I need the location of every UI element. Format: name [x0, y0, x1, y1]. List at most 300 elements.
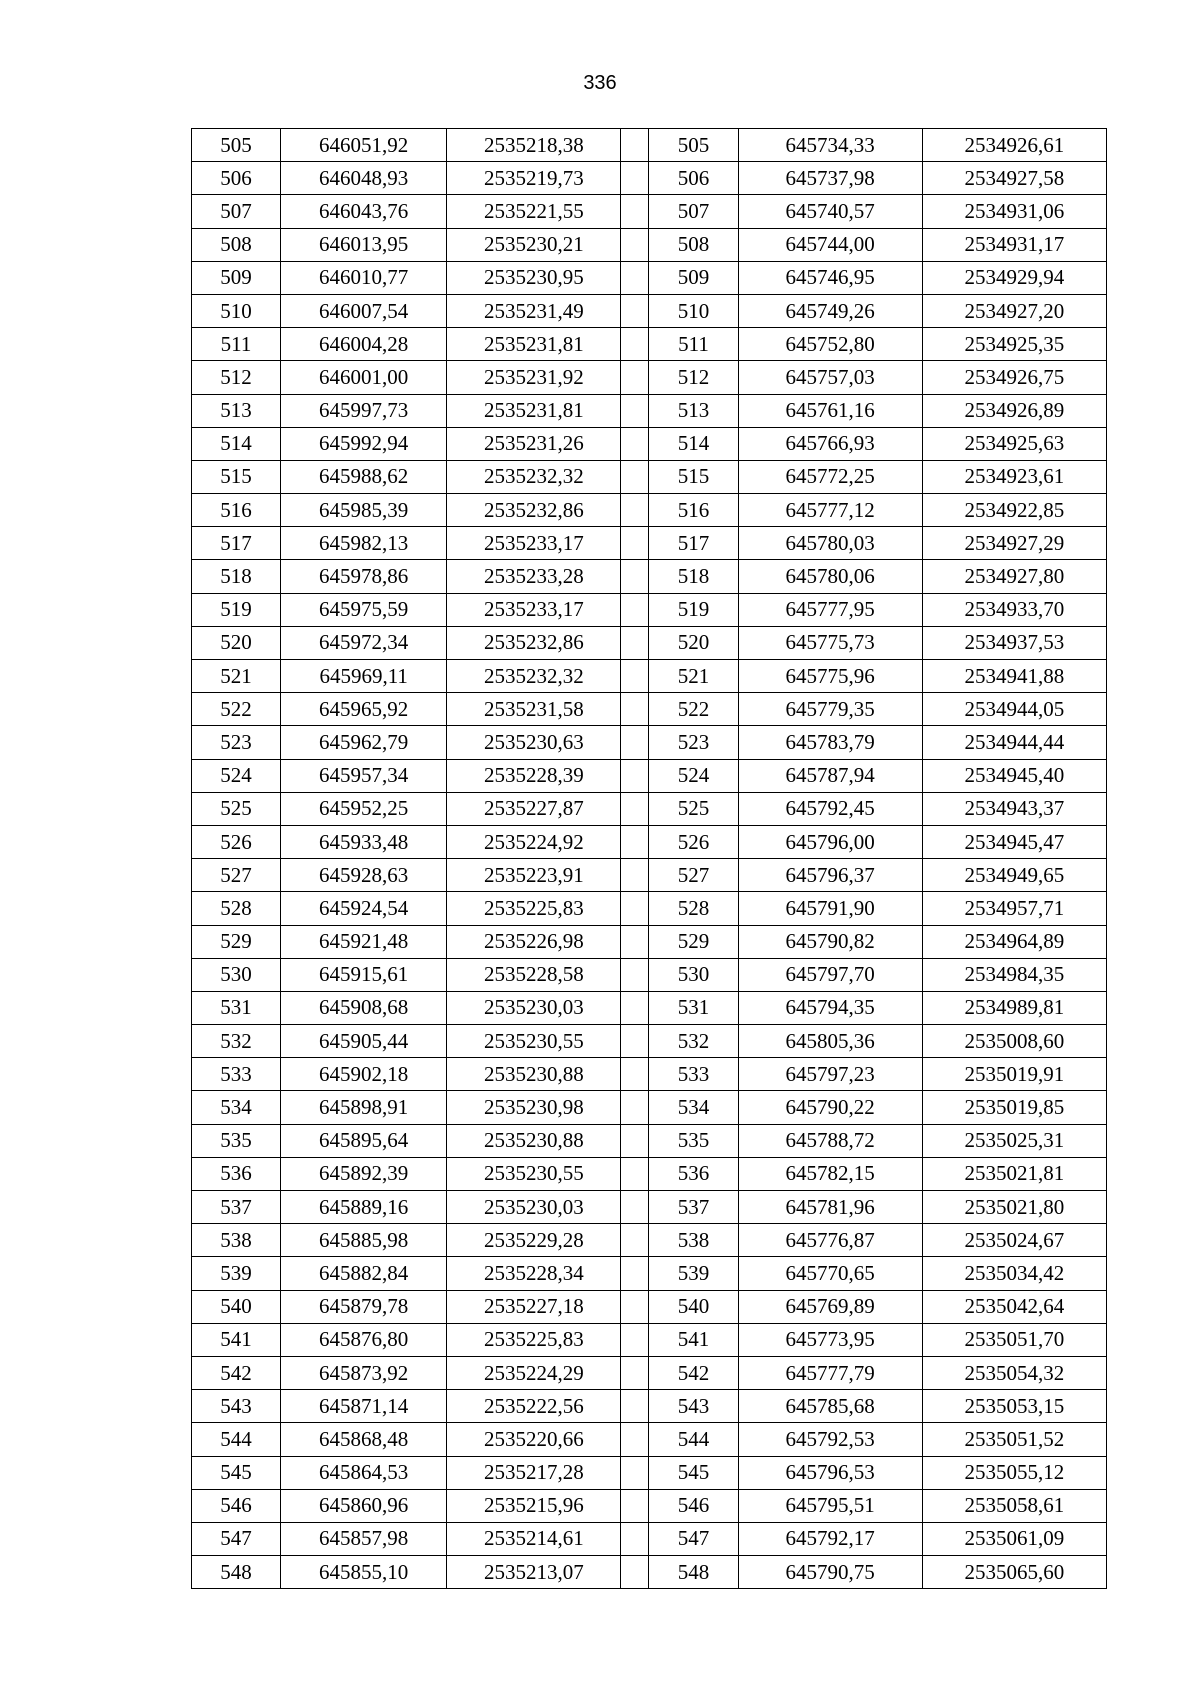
table-row [192, 1191, 1107, 1224]
right-x-coordinate: 645797,70 [738, 958, 922, 991]
left-y-coordinate: 2535230,55 [447, 1157, 621, 1190]
left-x-coordinate: 645857,98 [281, 1522, 447, 1555]
left-point-number: 540 [192, 1290, 281, 1323]
left-x-coordinate: 645908,68 [281, 991, 447, 1024]
table-row [192, 195, 1107, 228]
left-x-coordinate: 645978,86 [281, 560, 447, 593]
right-y-coordinate: 2534927,29 [922, 527, 1106, 560]
left-x-coordinate: 645985,39 [281, 494, 447, 527]
right-x-coordinate: 645769,89 [738, 1290, 922, 1323]
right-point-number: 517 [649, 527, 738, 560]
right-point-number: 527 [649, 859, 738, 892]
right-x-coordinate: 645781,96 [738, 1191, 922, 1224]
right-y-coordinate: 2535055,12 [922, 1456, 1106, 1489]
left-x-coordinate: 645952,25 [281, 792, 447, 825]
table-row [192, 958, 1107, 991]
left-y-coordinate: 2535229,28 [447, 1224, 621, 1257]
table-row [192, 1224, 1107, 1257]
left-y-coordinate: 2535227,18 [447, 1290, 621, 1323]
right-point-number: 535 [649, 1124, 738, 1157]
column-gap [621, 394, 649, 427]
right-point-number: 536 [649, 1157, 738, 1190]
table-row [192, 1489, 1107, 1522]
right-point-number: 513 [649, 394, 738, 427]
right-point-number: 514 [649, 427, 738, 460]
table-row [192, 1522, 1107, 1555]
left-point-number: 509 [192, 261, 281, 294]
right-y-coordinate: 2535019,85 [922, 1091, 1106, 1124]
left-y-coordinate: 2535224,29 [447, 1356, 621, 1389]
table-row [192, 1423, 1107, 1456]
table-row [192, 1556, 1107, 1589]
right-point-number: 548 [649, 1556, 738, 1589]
coordinates-table-body [192, 129, 1107, 1589]
left-y-coordinate: 2535220,66 [447, 1423, 621, 1456]
left-point-number: 533 [192, 1058, 281, 1091]
right-y-coordinate: 2534927,80 [922, 560, 1106, 593]
right-point-number: 538 [649, 1224, 738, 1257]
left-x-coordinate: 645885,98 [281, 1224, 447, 1257]
table-row [192, 726, 1107, 759]
right-x-coordinate: 645777,95 [738, 593, 922, 626]
right-y-coordinate: 2534933,70 [922, 593, 1106, 626]
right-point-number: 511 [649, 328, 738, 361]
right-y-coordinate: 2534922,85 [922, 494, 1106, 527]
column-gap [621, 693, 649, 726]
right-y-coordinate: 2534944,44 [922, 726, 1106, 759]
column-gap [621, 1390, 649, 1423]
left-x-coordinate: 645902,18 [281, 1058, 447, 1091]
right-point-number: 507 [649, 195, 738, 228]
column-gap [621, 361, 649, 394]
column-gap [621, 759, 649, 792]
left-x-coordinate: 646010,77 [281, 261, 447, 294]
table-row [192, 825, 1107, 858]
left-point-number: 517 [192, 527, 281, 560]
left-point-number: 515 [192, 460, 281, 493]
right-point-number: 520 [649, 626, 738, 659]
left-y-coordinate: 2535233,17 [447, 527, 621, 560]
left-x-coordinate: 645962,79 [281, 726, 447, 759]
table-row [192, 660, 1107, 693]
column-gap [621, 1224, 649, 1257]
right-x-coordinate: 645780,03 [738, 527, 922, 560]
left-y-coordinate: 2535230,63 [447, 726, 621, 759]
right-y-coordinate: 2535058,61 [922, 1489, 1106, 1522]
table-row [192, 759, 1107, 792]
right-y-coordinate: 2535025,31 [922, 1124, 1106, 1157]
table-row [192, 162, 1107, 195]
right-point-number: 537 [649, 1191, 738, 1224]
left-y-coordinate: 2535232,32 [447, 460, 621, 493]
right-point-number: 531 [649, 991, 738, 1024]
right-y-coordinate: 2534957,71 [922, 892, 1106, 925]
right-point-number: 547 [649, 1522, 738, 1555]
left-x-coordinate: 645957,34 [281, 759, 447, 792]
right-x-coordinate: 645805,36 [738, 1025, 922, 1058]
right-y-coordinate: 2534944,05 [922, 693, 1106, 726]
column-gap [621, 1157, 649, 1190]
left-x-coordinate: 645972,34 [281, 626, 447, 659]
table-row [192, 892, 1107, 925]
column-gap [621, 294, 649, 327]
left-x-coordinate: 645982,13 [281, 527, 447, 560]
right-point-number: 510 [649, 294, 738, 327]
left-point-number: 532 [192, 1025, 281, 1058]
right-y-coordinate: 2534943,37 [922, 792, 1106, 825]
left-y-coordinate: 2535233,28 [447, 560, 621, 593]
left-point-number: 516 [192, 494, 281, 527]
right-y-coordinate: 2534941,88 [922, 660, 1106, 693]
column-gap [621, 1124, 649, 1157]
left-point-number: 527 [192, 859, 281, 892]
left-x-coordinate: 645855,10 [281, 1556, 447, 1589]
right-x-coordinate: 645787,94 [738, 759, 922, 792]
left-x-coordinate: 645882,84 [281, 1257, 447, 1290]
right-point-number: 529 [649, 925, 738, 958]
left-point-number: 538 [192, 1224, 281, 1257]
table-row [192, 361, 1107, 394]
left-point-number: 531 [192, 991, 281, 1024]
left-point-number: 547 [192, 1522, 281, 1555]
left-x-coordinate: 645988,62 [281, 460, 447, 493]
left-x-coordinate: 646051,92 [281, 129, 447, 162]
right-point-number: 512 [649, 361, 738, 394]
left-point-number: 510 [192, 294, 281, 327]
left-y-coordinate: 2535231,81 [447, 328, 621, 361]
right-y-coordinate: 2535008,60 [922, 1025, 1106, 1058]
left-y-coordinate: 2535224,92 [447, 825, 621, 858]
right-point-number: 522 [649, 693, 738, 726]
right-y-coordinate: 2534927,20 [922, 294, 1106, 327]
column-gap [621, 195, 649, 228]
right-point-number: 518 [649, 560, 738, 593]
left-point-number: 522 [192, 693, 281, 726]
table-row [192, 1390, 1107, 1423]
left-point-number: 524 [192, 759, 281, 792]
left-x-coordinate: 645933,48 [281, 825, 447, 858]
table-row [192, 925, 1107, 958]
column-gap [621, 892, 649, 925]
left-point-number: 518 [192, 560, 281, 593]
right-point-number: 546 [649, 1489, 738, 1522]
right-point-number: 524 [649, 759, 738, 792]
left-y-coordinate: 2535231,26 [447, 427, 621, 460]
table-row [192, 1356, 1107, 1389]
table-row [192, 792, 1107, 825]
left-point-number: 511 [192, 328, 281, 361]
right-y-coordinate: 2535034,42 [922, 1257, 1106, 1290]
right-y-coordinate: 2534925,63 [922, 427, 1106, 460]
left-y-coordinate: 2535231,49 [447, 294, 621, 327]
left-x-coordinate: 646001,00 [281, 361, 447, 394]
table-row [192, 294, 1107, 327]
right-point-number: 540 [649, 1290, 738, 1323]
left-point-number: 506 [192, 162, 281, 195]
table-row [192, 1025, 1107, 1058]
right-point-number: 545 [649, 1456, 738, 1489]
left-y-coordinate: 2535230,88 [447, 1058, 621, 1091]
right-point-number: 526 [649, 825, 738, 858]
left-y-coordinate: 2535228,39 [447, 759, 621, 792]
left-x-coordinate: 645873,92 [281, 1356, 447, 1389]
right-x-coordinate: 645796,00 [738, 825, 922, 858]
right-point-number: 534 [649, 1091, 738, 1124]
right-y-coordinate: 2534945,40 [922, 759, 1106, 792]
left-y-coordinate: 2535230,88 [447, 1124, 621, 1157]
right-x-coordinate: 645785,68 [738, 1390, 922, 1423]
left-y-coordinate: 2535230,98 [447, 1091, 621, 1124]
right-x-coordinate: 645780,06 [738, 560, 922, 593]
column-gap [621, 427, 649, 460]
left-x-coordinate: 645969,11 [281, 660, 447, 693]
left-x-coordinate: 646004,28 [281, 328, 447, 361]
column-gap [621, 1423, 649, 1456]
left-point-number: 539 [192, 1257, 281, 1290]
table-row [192, 1157, 1107, 1190]
left-point-number: 514 [192, 427, 281, 460]
right-point-number: 525 [649, 792, 738, 825]
left-y-coordinate: 2535226,98 [447, 925, 621, 958]
right-x-coordinate: 645770,65 [738, 1257, 922, 1290]
left-y-coordinate: 2535225,83 [447, 1323, 621, 1356]
left-y-coordinate: 2535214,61 [447, 1522, 621, 1555]
left-x-coordinate: 645975,59 [281, 593, 447, 626]
left-x-coordinate: 646048,93 [281, 162, 447, 195]
right-point-number: 530 [649, 958, 738, 991]
left-point-number: 536 [192, 1157, 281, 1190]
table-row [192, 1456, 1107, 1489]
left-point-number: 520 [192, 626, 281, 659]
right-point-number: 523 [649, 726, 738, 759]
right-point-number: 521 [649, 660, 738, 693]
right-y-coordinate: 2534964,89 [922, 925, 1106, 958]
right-y-coordinate: 2534984,35 [922, 958, 1106, 991]
right-y-coordinate: 2535054,32 [922, 1356, 1106, 1389]
right-y-coordinate: 2534945,47 [922, 825, 1106, 858]
right-y-coordinate: 2534931,17 [922, 228, 1106, 261]
left-y-coordinate: 2535222,56 [447, 1390, 621, 1423]
left-point-number: 525 [192, 792, 281, 825]
column-gap [621, 792, 649, 825]
right-x-coordinate: 645790,22 [738, 1091, 922, 1124]
left-x-coordinate: 645992,94 [281, 427, 447, 460]
right-x-coordinate: 645794,35 [738, 991, 922, 1024]
table-row [192, 859, 1107, 892]
left-x-coordinate: 645965,92 [281, 693, 447, 726]
column-gap [621, 925, 649, 958]
column-gap [621, 1290, 649, 1323]
right-y-coordinate: 2535021,80 [922, 1191, 1106, 1224]
right-point-number: 506 [649, 162, 738, 195]
left-y-coordinate: 2535215,96 [447, 1489, 621, 1522]
left-x-coordinate: 645879,78 [281, 1290, 447, 1323]
table-row [192, 394, 1107, 427]
right-x-coordinate: 645777,79 [738, 1356, 922, 1389]
right-y-coordinate: 2535042,64 [922, 1290, 1106, 1323]
right-y-coordinate: 2535053,15 [922, 1390, 1106, 1423]
left-y-coordinate: 2535225,83 [447, 892, 621, 925]
left-point-number: 537 [192, 1191, 281, 1224]
right-point-number: 539 [649, 1257, 738, 1290]
left-y-coordinate: 2535218,38 [447, 129, 621, 162]
right-point-number: 541 [649, 1323, 738, 1356]
right-x-coordinate: 645746,95 [738, 261, 922, 294]
left-x-coordinate: 645864,53 [281, 1456, 447, 1489]
left-x-coordinate: 645921,48 [281, 925, 447, 958]
left-x-coordinate: 646007,54 [281, 294, 447, 327]
table-row [192, 494, 1107, 527]
right-y-coordinate: 2534937,53 [922, 626, 1106, 659]
left-y-coordinate: 2535233,17 [447, 593, 621, 626]
right-point-number: 509 [649, 261, 738, 294]
right-x-coordinate: 645749,26 [738, 294, 922, 327]
column-gap [621, 1456, 649, 1489]
left-point-number: 535 [192, 1124, 281, 1157]
table-row [192, 1091, 1107, 1124]
right-x-coordinate: 645783,79 [738, 726, 922, 759]
left-point-number: 508 [192, 228, 281, 261]
column-gap [621, 991, 649, 1024]
column-gap [621, 859, 649, 892]
column-gap [621, 460, 649, 493]
left-x-coordinate: 645898,91 [281, 1091, 447, 1124]
table-row [192, 1290, 1107, 1323]
table-row [192, 427, 1107, 460]
left-x-coordinate: 645928,63 [281, 859, 447, 892]
left-y-coordinate: 2535213,07 [447, 1556, 621, 1589]
left-y-coordinate: 2535230,21 [447, 228, 621, 261]
left-x-coordinate: 646013,95 [281, 228, 447, 261]
table-row [192, 593, 1107, 626]
left-y-coordinate: 2535230,03 [447, 991, 621, 1024]
left-point-number: 548 [192, 1556, 281, 1589]
right-x-coordinate: 645744,00 [738, 228, 922, 261]
right-x-coordinate: 645797,23 [738, 1058, 922, 1091]
left-point-number: 542 [192, 1356, 281, 1389]
table-row [192, 560, 1107, 593]
left-point-number: 521 [192, 660, 281, 693]
right-x-coordinate: 645737,98 [738, 162, 922, 195]
column-gap [621, 1489, 649, 1522]
right-x-coordinate: 645761,16 [738, 394, 922, 427]
right-x-coordinate: 645795,51 [738, 1489, 922, 1522]
right-x-coordinate: 645792,45 [738, 792, 922, 825]
right-point-number: 533 [649, 1058, 738, 1091]
right-y-coordinate: 2534931,06 [922, 195, 1106, 228]
column-gap [621, 162, 649, 195]
left-x-coordinate: 645876,80 [281, 1323, 447, 1356]
left-point-number: 523 [192, 726, 281, 759]
right-x-coordinate: 645740,57 [738, 195, 922, 228]
left-y-coordinate: 2535232,86 [447, 494, 621, 527]
left-x-coordinate: 645895,64 [281, 1124, 447, 1157]
left-y-coordinate: 2535228,58 [447, 958, 621, 991]
left-point-number: 545 [192, 1456, 281, 1489]
table-row [192, 693, 1107, 726]
page-number: 336 [583, 72, 617, 94]
left-x-coordinate: 645860,96 [281, 1489, 447, 1522]
right-y-coordinate: 2535051,52 [922, 1423, 1106, 1456]
right-x-coordinate: 645791,90 [738, 892, 922, 925]
right-point-number: 543 [649, 1390, 738, 1423]
right-x-coordinate: 645766,93 [738, 427, 922, 460]
column-gap [621, 726, 649, 759]
right-y-coordinate: 2535065,60 [922, 1556, 1106, 1589]
right-y-coordinate: 2534925,35 [922, 328, 1106, 361]
left-point-number: 507 [192, 195, 281, 228]
right-x-coordinate: 645772,25 [738, 460, 922, 493]
right-y-coordinate: 2535051,70 [922, 1323, 1106, 1356]
column-gap [621, 1091, 649, 1124]
column-gap [621, 261, 649, 294]
column-gap [621, 560, 649, 593]
left-point-number: 534 [192, 1091, 281, 1124]
right-y-coordinate: 2534926,61 [922, 129, 1106, 162]
right-x-coordinate: 645777,12 [738, 494, 922, 527]
left-x-coordinate: 645924,54 [281, 892, 447, 925]
table-row [192, 626, 1107, 659]
left-point-number: 526 [192, 825, 281, 858]
right-x-coordinate: 645796,37 [738, 859, 922, 892]
left-x-coordinate: 645868,48 [281, 1423, 447, 1456]
table-row [192, 129, 1107, 162]
right-y-coordinate: 2534989,81 [922, 991, 1106, 1024]
table-row [192, 1058, 1107, 1091]
left-x-coordinate: 645892,39 [281, 1157, 447, 1190]
left-point-number: 513 [192, 394, 281, 427]
table-row [192, 527, 1107, 560]
left-y-coordinate: 2535231,58 [447, 693, 621, 726]
column-gap [621, 328, 649, 361]
left-y-coordinate: 2535217,28 [447, 1456, 621, 1489]
left-point-number: 512 [192, 361, 281, 394]
left-y-coordinate: 2535227,87 [447, 792, 621, 825]
table-row [192, 328, 1107, 361]
left-y-coordinate: 2535232,86 [447, 626, 621, 659]
column-gap [621, 1556, 649, 1589]
right-x-coordinate: 645776,87 [738, 1224, 922, 1257]
left-y-coordinate: 2535231,92 [447, 361, 621, 394]
right-y-coordinate: 2534923,61 [922, 460, 1106, 493]
right-point-number: 515 [649, 460, 738, 493]
left-y-coordinate: 2535228,34 [447, 1257, 621, 1290]
right-point-number: 532 [649, 1025, 738, 1058]
table-row [192, 228, 1107, 261]
right-point-number: 544 [649, 1423, 738, 1456]
left-point-number: 543 [192, 1390, 281, 1423]
left-x-coordinate: 646043,76 [281, 195, 447, 228]
right-x-coordinate: 645734,33 [738, 129, 922, 162]
right-x-coordinate: 645775,96 [738, 660, 922, 693]
table-row [192, 991, 1107, 1024]
left-y-coordinate: 2535221,55 [447, 195, 621, 228]
left-point-number: 529 [192, 925, 281, 958]
right-y-coordinate: 2534926,89 [922, 394, 1106, 427]
right-x-coordinate: 645788,72 [738, 1124, 922, 1157]
column-gap [621, 1025, 649, 1058]
right-x-coordinate: 645752,80 [738, 328, 922, 361]
left-point-number: 505 [192, 129, 281, 162]
table-row [192, 1124, 1107, 1157]
left-x-coordinate: 645905,44 [281, 1025, 447, 1058]
left-y-coordinate: 2535232,32 [447, 660, 621, 693]
right-y-coordinate: 2534926,75 [922, 361, 1106, 394]
column-gap [621, 626, 649, 659]
left-x-coordinate: 645889,16 [281, 1191, 447, 1224]
column-gap [621, 1191, 649, 1224]
left-y-coordinate: 2535230,55 [447, 1025, 621, 1058]
